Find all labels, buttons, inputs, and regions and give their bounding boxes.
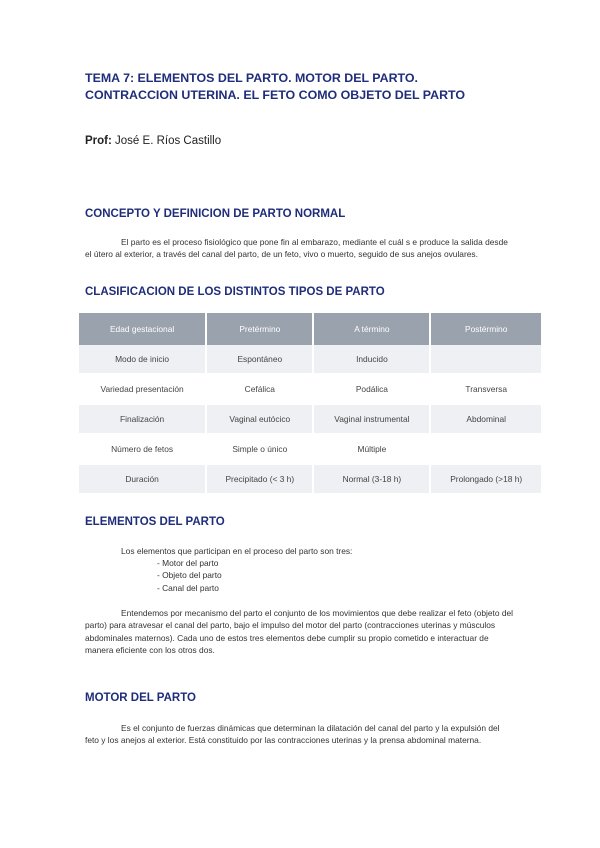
paragraph-motor-text: Es el conjunto de fuerzas dinámicas que determinan la dilatación del canal del parto y la expulsión del feto y los anejos al exterior. Está constituido por las contracciones uterinas y la prensa abdominal materna. [85, 723, 500, 746]
list-item: - Objeto del parto [157, 570, 222, 581]
paragraph-elementos-intro-text: Los elementos que participan en el proceso del parto son tres: [121, 546, 353, 556]
section-heading-concepto: CONCEPTO Y DEFINICION DE PARTO NORMAL [85, 208, 346, 220]
list-item: - Motor del parto [157, 558, 219, 568]
table-header-cell: Edad gestacional [79, 313, 206, 345]
table-row [79, 374, 541, 404]
paragraph-motor [85, 722, 515, 747]
table-cell: Transversa [430, 374, 541, 404]
professor-line [85, 135, 221, 147]
table-cell: Cefálica [206, 374, 313, 404]
table-cell: Vaginal instrumental [313, 404, 430, 434]
section-heading-motor: MOTOR DEL PARTO [85, 692, 196, 704]
table-cell: Precipitado (< 3 h) [206, 464, 313, 494]
table-cell [430, 345, 541, 374]
table-cell: Número de fetos [79, 434, 206, 464]
document-title: TEMA 7: ELEMENTOS DEL PARTO. MOTOR DEL PARTO. CONTRACCION UTERINA. EL FETO COMO OBJETO DEL PARTO [85, 71, 466, 102]
paragraph-concepto [85, 236, 515, 261]
table-cell: Duración [79, 464, 206, 494]
table-cell: Múltiple [313, 434, 430, 464]
section-heading-clasificacion: CLASIFICACION DE LOS DISTINTOS TIPOS DE PARTO [85, 286, 385, 298]
paragraph-mecanismo [85, 607, 515, 656]
elementos-list [157, 557, 222, 594]
classification-table [79, 313, 541, 495]
paragraph-mecanismo-text: Entendemos por mecanismo del parto el conjunto de los movimientos que debe realizar el feto (objeto del parto) para atravesar el canal del parto, bajo el impulso del motor del parto (contracciones uterinas y músculos abdominales maternos). Cada uno de estos tres elementos debe cumplir su propio cometido e interactuar de manera eficiente con los otros dos. [85, 608, 513, 655]
table-cell: Variedad presentación [79, 374, 206, 404]
table-cell: Abdominal [430, 404, 541, 434]
table-cell: Prolongado (>18 h) [430, 464, 541, 494]
list-item: - Canal del parto [157, 582, 219, 593]
table-cell: Espontáneo [206, 345, 313, 374]
professor-label: Prof: [85, 135, 112, 147]
paragraph-elementos-intro [85, 545, 515, 557]
professor-name: José E. Ríos Castillo [111, 135, 222, 147]
table-row [79, 464, 541, 494]
table-cell [430, 434, 541, 464]
table-row [79, 434, 541, 464]
table-cell: Modo de inicio [79, 345, 206, 374]
table-row [79, 345, 541, 374]
table-cell: Inducido [313, 345, 430, 374]
table-header-cell: Postérmino [430, 313, 541, 345]
table-header-row [79, 313, 541, 345]
paragraph-concepto-text: El parto es el proceso fisiológico que pone fin al embarazo, mediante el cuál s e produce la salida desde el útero al exterior, a través del canal del parto, de un feto, vivo o muerto, seguido de sus anejos ovulares. [85, 237, 508, 260]
table-row [79, 404, 541, 434]
table-header-cell: A término [313, 313, 430, 345]
table-cell: Simple o único [206, 434, 313, 464]
table-cell: Finalización [79, 404, 206, 434]
table-cell: Vaginal eutócico [206, 404, 313, 434]
section-heading-elementos: ELEMENTOS DEL PARTO [85, 516, 225, 528]
table-header-cell: Pretérmino [206, 313, 313, 345]
table-cell: Podálica [313, 374, 430, 404]
table-cell: Normal (3-18 h) [313, 464, 430, 494]
